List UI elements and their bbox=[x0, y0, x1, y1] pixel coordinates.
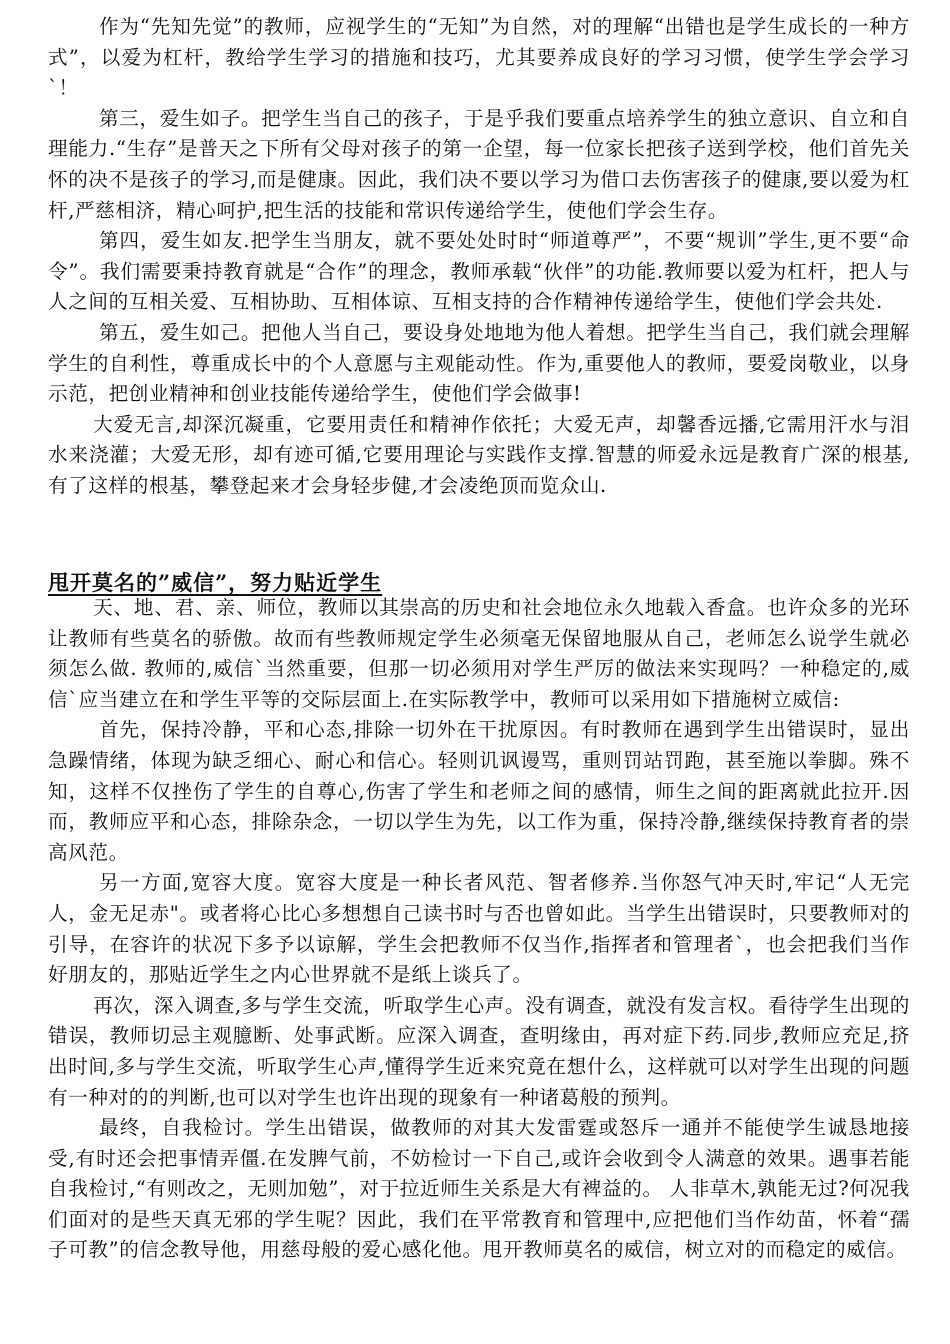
section-love-students bbox=[48, 12, 910, 502]
paragraph: 第四，爱生如友.把学生当朋友，就不要处处时时“师道尊严”，不要“规训”学生,更不要“命令”。我们需要秉持教育就是“合作”的理念，教师承载“伙伴”的功能.教师要以爱为杠杆，把人与人之间的互相关爱、互相协助、互相体谅、互相支持的合作精神传递给学生，使他们学会共处. bbox=[48, 229, 910, 314]
paragraph: 大爱无言,却深沉凝重，它要用责任和精神作依托；大爱无声，却馨香远播,它需用汗水与泪水来浇灌；大爱无形，却有迹可循,它要用理论与实践作支撑.智慧的师爱永远是教育广深的根基,有了这样的根基，攀登起来才会身轻步健,才会凌绝顶而览众山. bbox=[48, 412, 910, 497]
section-prestige bbox=[48, 593, 910, 1266]
paragraph: 作为“先知先觉”的教师，应视学生的“无知”为自然，对的理解“出错也是学生成长的一种方式”，以爱为杠杆，教给学生学习的措施和技巧，尤其要养成良好的学习习惯，使学生学会学习`！ bbox=[48, 15, 910, 100]
paragraph: 第三，爱生如子。把学生当自己的孩子，于是乎我们要重点培养学生的独立意识、自立和自理能力.“生存”是普天之下所有父母对孩子的第一企望，每一位家长把孩子送到学校，他们首先关怀的决不是孩子的学习,而是健康。因此，我们决不要以学习为借口去伤害孩子的健康,要以爱为杠杆,严慈相济，精心呵护,把生活的技能和常识传递给学生，使他们学会生存。 bbox=[48, 106, 910, 222]
section-heading: 甩开莫名的”威信”，努力贴近学生 bbox=[48, 570, 383, 595]
paragraph: 另一方面,宽容大度。宽容大度是一种长者风范、智者修养.当你怒气冲天时,牢记“人无完人，金无足赤"。或者将心比心多想想自己读书时与否也曾如此。当学生出错误时，只要教师对的引导，在容许的状况下多予以谅解，学生会把教师不仅当作,指挥者和管理者`，也会把我们当作好朋友的，那贴近学生之内心世界就不是纸上谈兵了。 bbox=[48, 871, 910, 987]
paragraph: 最终，自我检讨。学生出错误，做教师的对其大发雷霆或怒斥一通并不能使学生诚恳地接受,有时还会把事情弄僵.在发脾气前，不妨检讨一下自己,或许会收到令人满意的效果。遇事若能自我检讨,“有则改之，无则加勉”，对于拉近师生关系是大有裨益的。 人非草木,孰能无过?何况我们面对的是些天真无邪的学生呢？因此，我们在平常教育和管理中,应把他们当作幼苗，怀着“孺子可教”的信念教导他，用慈母般的爱心感化他。甩开教师莫名的威信，树立对的而稳定的威信。 bbox=[48, 1116, 910, 1262]
paragraph: 首先，保持冷静，平和心态,排除一切外在干扰原因。有时教师在遇到学生出错误时，显出急躁情绪，体现为缺乏细心、耐心和信心。轻则讥讽谩骂，重则罚站罚跑，甚至施以拳脚。殊不知，这样不仅挫伤了学生的自尊心,伤害了学生和老师之间的感情，师生之间的距离就此拉开.因而，教师应平和心态，排除杂念，一切以学生为先，以工作为重，保持冷静,继续保持教育者的崇高风范。 bbox=[48, 718, 910, 864]
paragraph: 天、地、君、亲、师位，教师以其崇高的历史和社会地位永久地载入香盒。也许众多的光环让教师有些莫名的骄傲。故而有些教师规定学生必须毫无保留地服从自己，老师怎么说学生就必须怎么做. 教师的,威信`当然重要，但那一切必须用对学生严厉的做法来实现吗？一种稳定的,威信`应当建立在和学生平等的交际层面上.在实际教学中，教师可以采用如下措施树立威信: bbox=[48, 596, 910, 711]
paragraph: 再次，深入调查,多与学生交流，听取学生心声。没有调查，就没有发言权。看待学生出现的错误，教师切忌主观臆断、处事武断。应深入调查，查明缘由，再对症下药.同步,教师应充足,挤出时间,多与学生交流，听取学生心声,懂得学生近来究竟在想什么，这样就可以对学生出现的问题有一种对的的判断,也可以对学生也许出现的现象有一种诸葛般的预判。 bbox=[48, 993, 910, 1109]
paragraph: 第五，爱生如己。把他人当自己，要设身处地地为他人着想。把学生当自己，我们就会理解学生的自利性，尊重成长中的个人意愿与主观能动性。作为,重要他人的教师，要爱岗敬业，以身示范，把创业精神和创业技能传递给学生，使他们学会做事! bbox=[48, 320, 910, 406]
